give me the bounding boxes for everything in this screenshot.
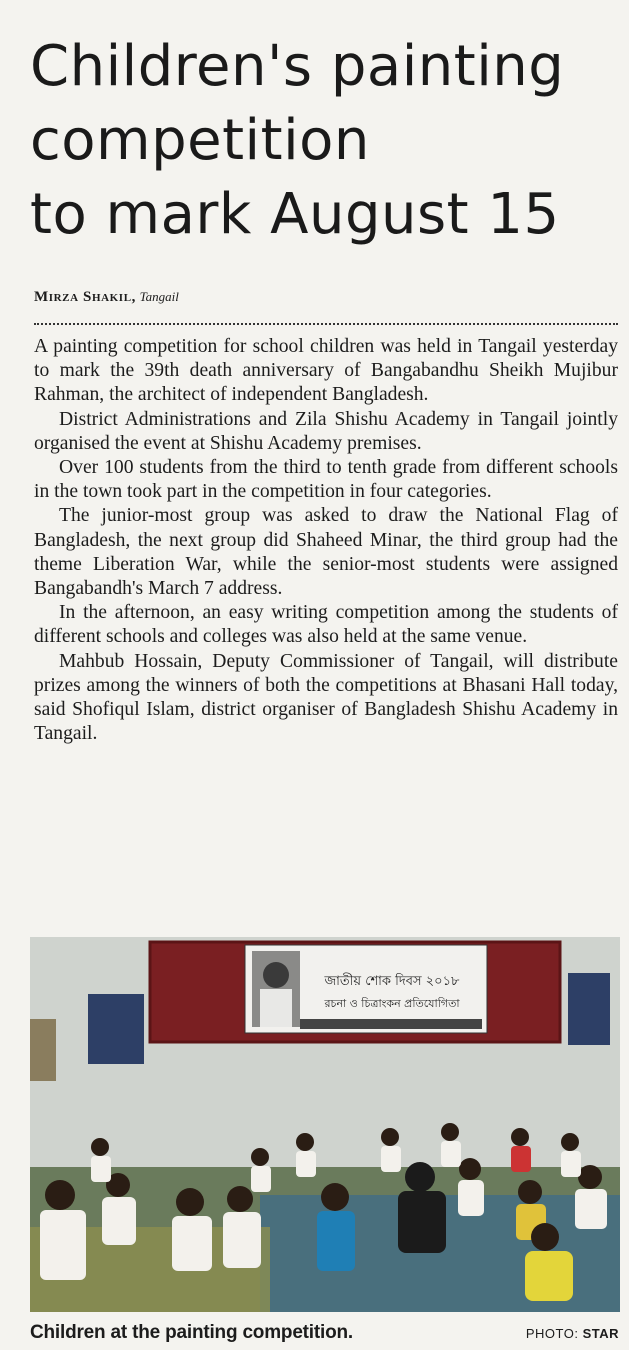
headline-line-3: to mark August 15 (30, 182, 560, 247)
banner-line-2: রচনা ও চিত্রাংকন প্রতিযোগিতা (324, 997, 460, 1010)
photo-caption: Children at the painting competition. (30, 1322, 353, 1343)
byline (34, 289, 179, 306)
photo-credit-label: PHOTO: (525, 1326, 579, 1341)
headline-line-1: Children's painting (30, 34, 565, 99)
photo-credit-source: STAR (582, 1326, 619, 1341)
byline-location: Tangail (139, 289, 179, 304)
paragraph-5: In the afternoon, an easy writing competition among the students of different schools and colleges was also held at the same venue. (34, 602, 618, 648)
article-photo (30, 937, 620, 1312)
article-headline (30, 30, 620, 252)
paragraph-4: The junior-most group was asked to draw the National Flag of Bangladesh, the next group did Shaheed Minar, the third group had the theme Liberation War, while the senior-most students were assigned Bangabandh's March 7 address. (34, 505, 618, 600)
headline-line-2: competition (30, 108, 370, 173)
paragraph-1: A painting competition for school children was held in Tangail yesterday to mark the 39th death anniversary of Bangabandhu Sheikh Mujibur Rahman, the architect of independent Bangladesh. (34, 336, 618, 406)
paragraph-6: Mahbub Hossain, Deputy Commissioner of Tangail, will distribute prizes among the winners of both the competitions at Bhasani Hall today, said Shofiqul Islam, district organiser of Bangladesh Shishu Academy in Tangail. (34, 650, 618, 745)
dotted-divider (34, 323, 618, 325)
byline-author: Mirza Shakil, (34, 289, 136, 305)
banner-line-1: জাতীয় শোক দিবস ২০১৮ (324, 974, 460, 989)
paragraph-3: Over 100 students from the third to tenth grade from different schools in the town took part in the competition in four categories. (34, 457, 618, 503)
photo-illustration (30, 937, 620, 1312)
photo-credit (526, 1326, 619, 1341)
paragraph-2: District Administrations and Zila Shishu Academy in Tangail jointly organised the event at Shishu Academy premises. (34, 408, 618, 454)
article-body (34, 335, 618, 746)
